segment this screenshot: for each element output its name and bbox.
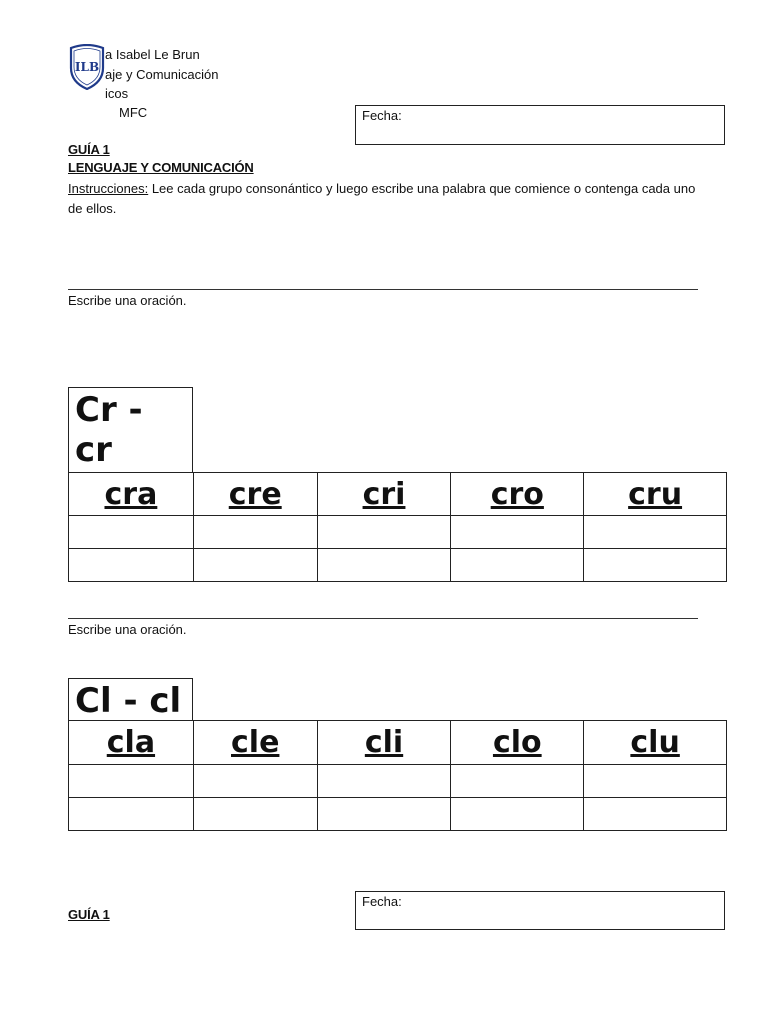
guide-title: GUÍA 1 <box>68 142 110 157</box>
syllable-header-row <box>69 473 727 516</box>
answer-cell[interactable] <box>584 798 727 831</box>
answer-cell[interactable] <box>317 765 451 798</box>
answer-row <box>69 516 727 549</box>
answer-cell[interactable] <box>193 549 317 582</box>
school-logo <box>68 44 106 90</box>
svg-text:ILB: ILB <box>74 60 100 74</box>
answer-cell[interactable] <box>451 765 584 798</box>
subject-line: aje y Comunicación <box>105 67 219 82</box>
answer-cell[interactable] <box>69 549 194 582</box>
subject-title: LENGUAJE Y COMUNICACIÓN <box>68 160 254 175</box>
sentence-prompt: Escribe una oración. <box>68 622 187 637</box>
syllable-cell: cli <box>317 721 451 765</box>
guide-title-footer: GUÍA 1 <box>68 907 110 922</box>
date-label: Fecha: <box>362 108 402 123</box>
syllable-cell: cla <box>69 721 194 765</box>
syllable-cell: cri <box>317 473 451 516</box>
writing-line[interactable] <box>68 618 698 619</box>
answer-cell[interactable] <box>193 516 317 549</box>
answer-cell[interactable] <box>193 798 317 831</box>
answer-cell[interactable] <box>317 516 451 549</box>
group-title-cl: Cl - cl <box>68 678 193 721</box>
date-field-footer[interactable] <box>355 891 725 930</box>
instructions-text: Lee cada grupo consonántico y luego escribe una palabra que comience o contenga cada uno de ellos. <box>68 181 696 216</box>
date-label: Fecha: <box>362 894 402 909</box>
instructions-label: Instrucciones: <box>68 181 149 196</box>
answer-row <box>69 798 727 831</box>
answer-cell[interactable] <box>317 549 451 582</box>
syllable-header-row <box>69 721 727 765</box>
syllable-cell: cro <box>451 473 584 516</box>
date-field[interactable] <box>355 105 725 145</box>
writing-line[interactable] <box>68 289 698 290</box>
syllable-cell: cru <box>584 473 727 516</box>
sentence-prompt: Escribe una oración. <box>68 293 187 308</box>
answer-cell[interactable] <box>451 549 584 582</box>
answer-cell[interactable] <box>193 765 317 798</box>
answer-cell[interactable] <box>69 765 194 798</box>
teacher-initials: MFC <box>119 105 148 120</box>
level-line: icos <box>105 86 129 101</box>
syllable-table-cr <box>68 472 727 582</box>
syllable-cell: cre <box>193 473 317 516</box>
syllable-table-cl <box>68 720 727 831</box>
answer-cell[interactable] <box>584 549 727 582</box>
instructions <box>68 179 708 219</box>
answer-cell[interactable] <box>69 516 194 549</box>
syllable-cell: cra <box>69 473 194 516</box>
answer-cell[interactable] <box>451 798 584 831</box>
answer-row <box>69 549 727 582</box>
answer-cell[interactable] <box>584 765 727 798</box>
answer-cell[interactable] <box>584 516 727 549</box>
syllable-cell: clu <box>584 721 727 765</box>
answer-cell[interactable] <box>317 798 451 831</box>
answer-row <box>69 765 727 798</box>
syllable-cell: cle <box>193 721 317 765</box>
answer-cell[interactable] <box>69 798 194 831</box>
syllable-cell: clo <box>451 721 584 765</box>
group-title-cr: Cr - cr <box>68 387 193 473</box>
answer-cell[interactable] <box>451 516 584 549</box>
school-name: a Isabel Le Brun <box>105 47 200 62</box>
